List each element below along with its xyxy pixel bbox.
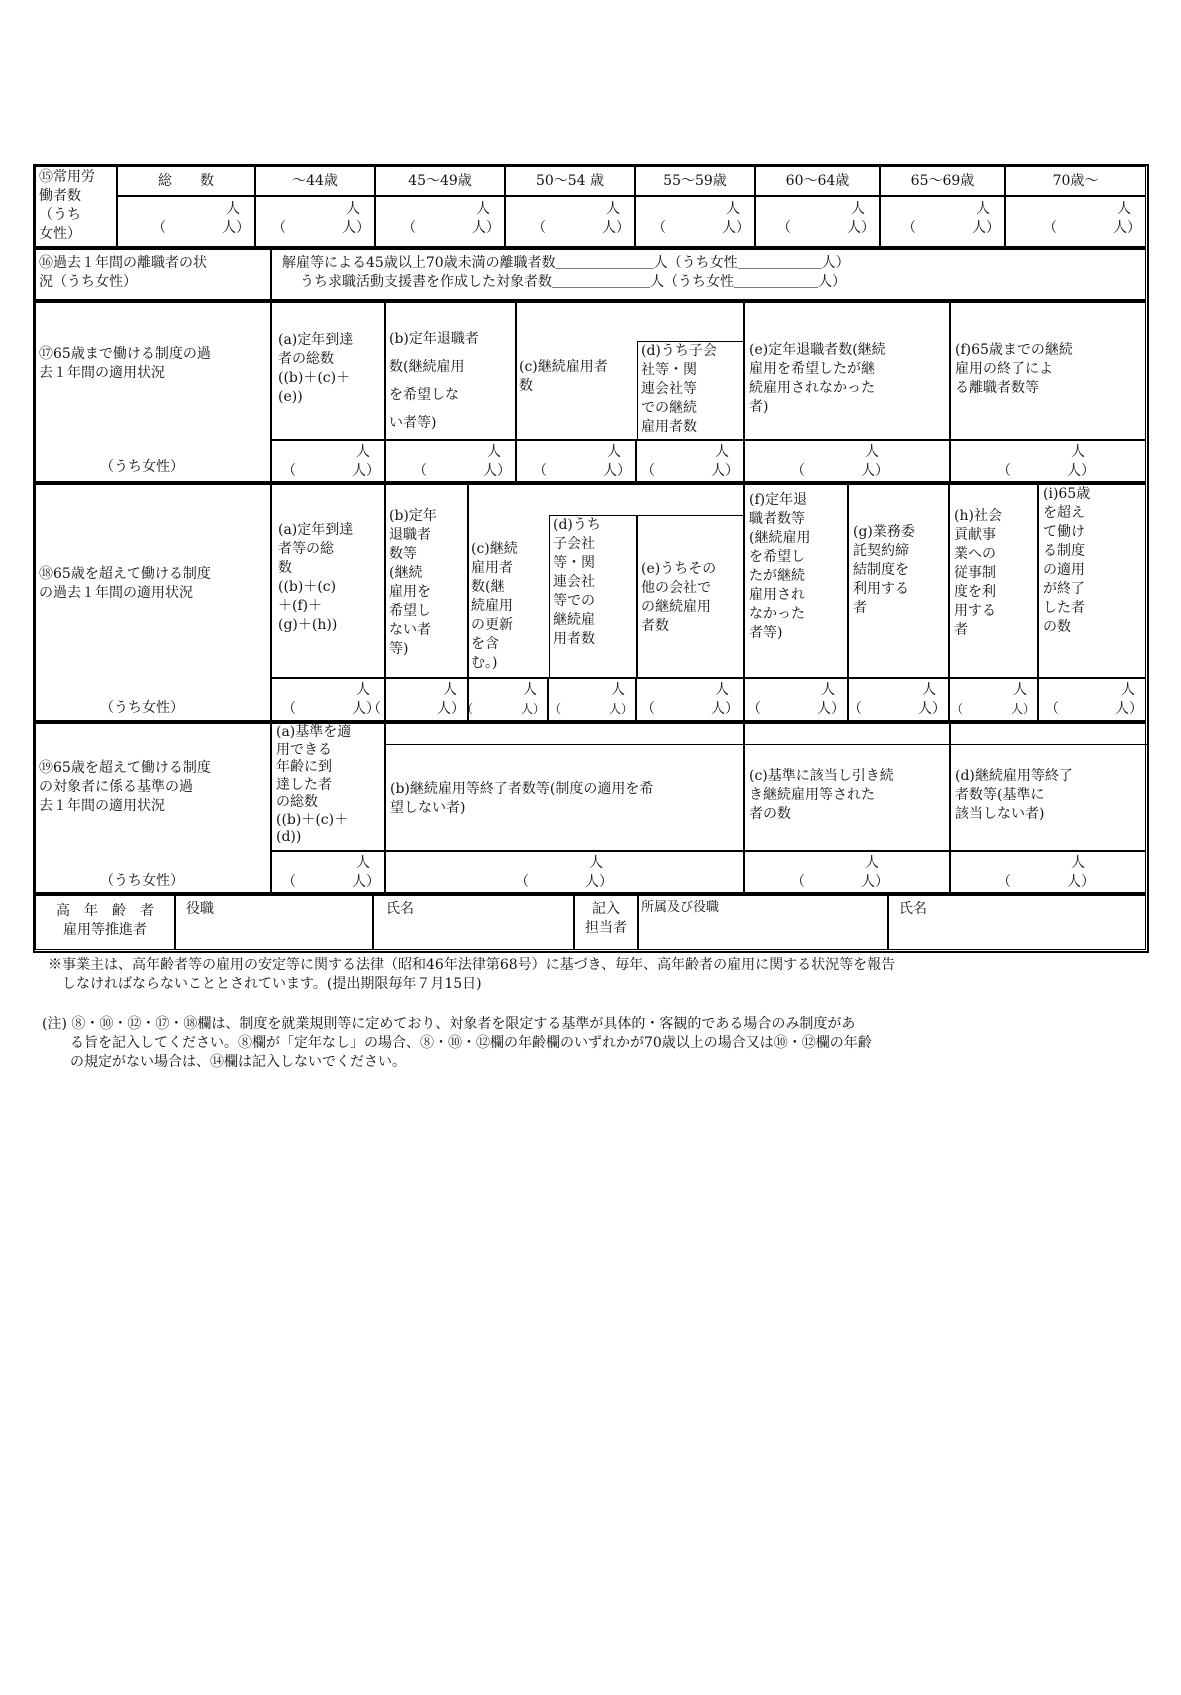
r19-d-count[interactable]: 人 （ 人） xyxy=(950,851,1146,893)
r17-d-count[interactable]: 人 （ 人） xyxy=(636,440,744,482)
r18-c-count[interactable]: 人 （ 人） xyxy=(468,678,548,721)
r17-cd-head: (c)継続雇用者 数 (d)うち子会 社等・関 連会社等 での継続 雇用者数 xyxy=(516,302,744,440)
row19-label: ⑲65歳を超えて働ける制度 の対象者に係る基準の過 去１年間の適用状況 （うち女性） xyxy=(35,723,271,893)
r17-a-count[interactable]: 人 （ 人） xyxy=(271,440,385,482)
r17-b-count[interactable]: 人 （ 人） xyxy=(385,440,516,482)
r19-a-head: (a)基準を適 用できる 年齢に到 達した者 の総数 ((b)＋(c)＋ (d)) xyxy=(271,723,385,851)
r18-i-head: (i)65歳 を超え て働け る制度 の適用 が終了 した者 の数 xyxy=(1038,484,1146,678)
r17-b-head: (b)定年退職者 数(継続雇用 を希望しな い者等) xyxy=(385,302,516,440)
job-support-count-line: うち求職活動支援書を作成した対象者数＿＿＿＿＿＿＿人（うち女性＿＿＿＿＿＿人） xyxy=(300,274,846,290)
count-over70[interactable]: 人 （ 人） xyxy=(1005,196,1146,247)
header-over70: 70歳～ xyxy=(1005,166,1146,196)
count-55-59[interactable]: 人 （ 人） xyxy=(635,196,755,247)
header-55-59: 55～59歳 xyxy=(635,166,755,196)
count-total[interactable]: 人 （ 人） xyxy=(117,196,255,247)
r19-d-head: (d)継続雇用等終了 者数等(基準に 該当しない者) xyxy=(950,723,1146,851)
r18-d-count[interactable]: 人 （ 人） xyxy=(548,678,636,721)
row15-label xyxy=(35,166,117,247)
entry-person-label: 記入 担当者 xyxy=(574,895,638,950)
employment-report-form xyxy=(33,164,1149,953)
r18-h-count[interactable]: 人 （ 人） xyxy=(949,678,1038,721)
r18-g-count[interactable]: 人 （ 人） xyxy=(848,678,949,721)
row16-content[interactable] xyxy=(271,249,1146,300)
r19-b-head: (b)継続雇用等終了者数等(制度の適用を希 望しない者) xyxy=(385,723,744,851)
header-45-49: 45～49歳 xyxy=(375,166,505,196)
count-45-49[interactable]: 人 （ 人） xyxy=(375,196,505,247)
r17-f-count[interactable]: 人 （ 人） xyxy=(950,440,1146,482)
dismissal-count-line: 解雇等による45歳以上70歳未満の離職者数＿＿＿＿＿＿＿人（うち女性＿＿＿＿＿＿人） xyxy=(282,255,850,271)
header-60-64: 60～64歳 xyxy=(755,166,880,196)
r19-b-count[interactable]: 人 （ 人） xyxy=(385,851,744,893)
r17-e-count[interactable]: 人 （ 人） xyxy=(744,440,950,482)
r18-h-head: (h)社会 貢献事 業への 従事制 度を利 用する 者 xyxy=(949,484,1038,678)
count-60-64[interactable]: 人 （ 人） xyxy=(755,196,880,247)
r18-a-head: (a)定年到達 者等の総 数 ((b)＋(c) ＋(f)＋ (g)＋(h)) xyxy=(271,484,385,678)
r18-b-head: (b)定年 退職者 数等 (継続 雇用を 希望し ない者 等) xyxy=(385,484,468,678)
row17-label: ⑰65歳まで働ける制度の過 去１年間の適用状況 （うち女性） xyxy=(35,302,271,482)
count-under44[interactable]: 人 （ 人） xyxy=(255,196,375,247)
row18-label: ⑱65歳を超えて働ける制度 の過去１年間の適用状況 （うち女性） xyxy=(35,484,271,721)
r19-d-divider xyxy=(951,744,1147,745)
entry-name-field[interactable]: 氏名 xyxy=(888,895,1146,950)
r17-a-head: (a)定年到達 者の総数 ((b)＋(c)＋ (e)) xyxy=(271,302,385,440)
promoter-position-field[interactable]: 役職 xyxy=(175,895,373,950)
r19-c-head: (c)基準に該当し引き続 き継続雇用等された 者の数 xyxy=(744,723,950,851)
r17-d-head: (d)うち子会 社等・関 連会社等 での継続 雇用者数 xyxy=(637,341,745,441)
r17-c-count[interactable]: 人 （ 人） xyxy=(516,440,636,482)
header-65-69: 65～69歳 xyxy=(880,166,1005,196)
r18-b-count[interactable]: 人 （ 人） xyxy=(385,678,468,721)
r18-e-count[interactable]: 人 （ 人） xyxy=(636,678,744,721)
dept-position-field[interactable]: 所属及び役職 xyxy=(638,895,888,950)
header-under44: ～44歳 xyxy=(255,166,375,196)
r18-e-head: (e)うちその 他の会社で の継続雇用 者数 xyxy=(637,515,745,679)
header-50-54: 50～54 歳 xyxy=(505,166,635,196)
employer-notice: ※事業主は、高年齢者等の雇用の安定等に関する法律（昭和46年法律第68号）に基づき、毎年、高年齢者の雇用に関する状況等を報告 しなければならないこととされています。(提出期限毎年７月15日) xyxy=(48,957,896,992)
r18-a-count[interactable]: 人 （ 人） xyxy=(271,678,385,721)
r18-f-head: (f)定年退 職者数等 (継続雇用 を希望し たが継続 雇用され なかった 者等) xyxy=(744,484,848,678)
r18-g-head: (g)業務委 託契約締 結制度を 利用する 者 xyxy=(848,484,949,678)
header-total: 総 数 xyxy=(117,166,255,196)
promoter-label: 高 年 齢 者 雇用等推進者 xyxy=(35,895,175,950)
count-65-69[interactable]: 人 （ 人） xyxy=(880,196,1005,247)
promoter-name-field[interactable]: 氏名 xyxy=(373,895,574,950)
r18-cde-head: (c)継続 雇用者 数(継 続雇用 の更新 を含 む。) (d)うち 子会社 等・関 連会社 等での 継続雇 用者数 (e)うちその 他の会社で の継続雇用 者数 xyxy=(468,484,744,678)
footnote: (注) ⑧・⑩・⑫・⑰・⑱欄は、制度を就業規則等に定めており、対象者を限定する基準が具体的・客観的である場合のみ制度があ る旨を記入してください。⑧欄が「定年なし」の場合、⑧・⑩・⑫欄の年齢欄のいずれかが70歳以上の場合又は⑩・⑫欄の年齢 の規定がない場合は、⑭欄は記入しないでください。 xyxy=(42,1016,872,1070)
r19-c-divider xyxy=(745,744,951,745)
r17-f-head: (f)65歳までの継続 雇用の終了によ る離職者数等 xyxy=(950,302,1146,440)
row15-label-text: ⑮常用労 働者数 （うち 女性） xyxy=(39,169,95,242)
row16-label: ⑯過去１年間の離職者の状 況（うち女性） xyxy=(35,249,271,300)
r17-e-head: (e)定年退職者数(継続 雇用を希望したが継 続雇用されなかった 者) xyxy=(744,302,950,440)
r19-a-count[interactable]: 人 （ 人） xyxy=(271,851,385,893)
count-50-54[interactable]: 人 （ 人） xyxy=(505,196,635,247)
r18-i-count[interactable]: 人 （ 人） xyxy=(1038,678,1146,721)
r19-c-count[interactable]: 人 （ 人） xyxy=(744,851,950,893)
r18-f-count[interactable]: 人 （ 人） xyxy=(744,678,848,721)
r18-d-head: (d)うち 子会社 等・関 連会社 等での 継続雇 用者数 xyxy=(549,515,637,679)
r19-b-divider xyxy=(386,744,745,745)
